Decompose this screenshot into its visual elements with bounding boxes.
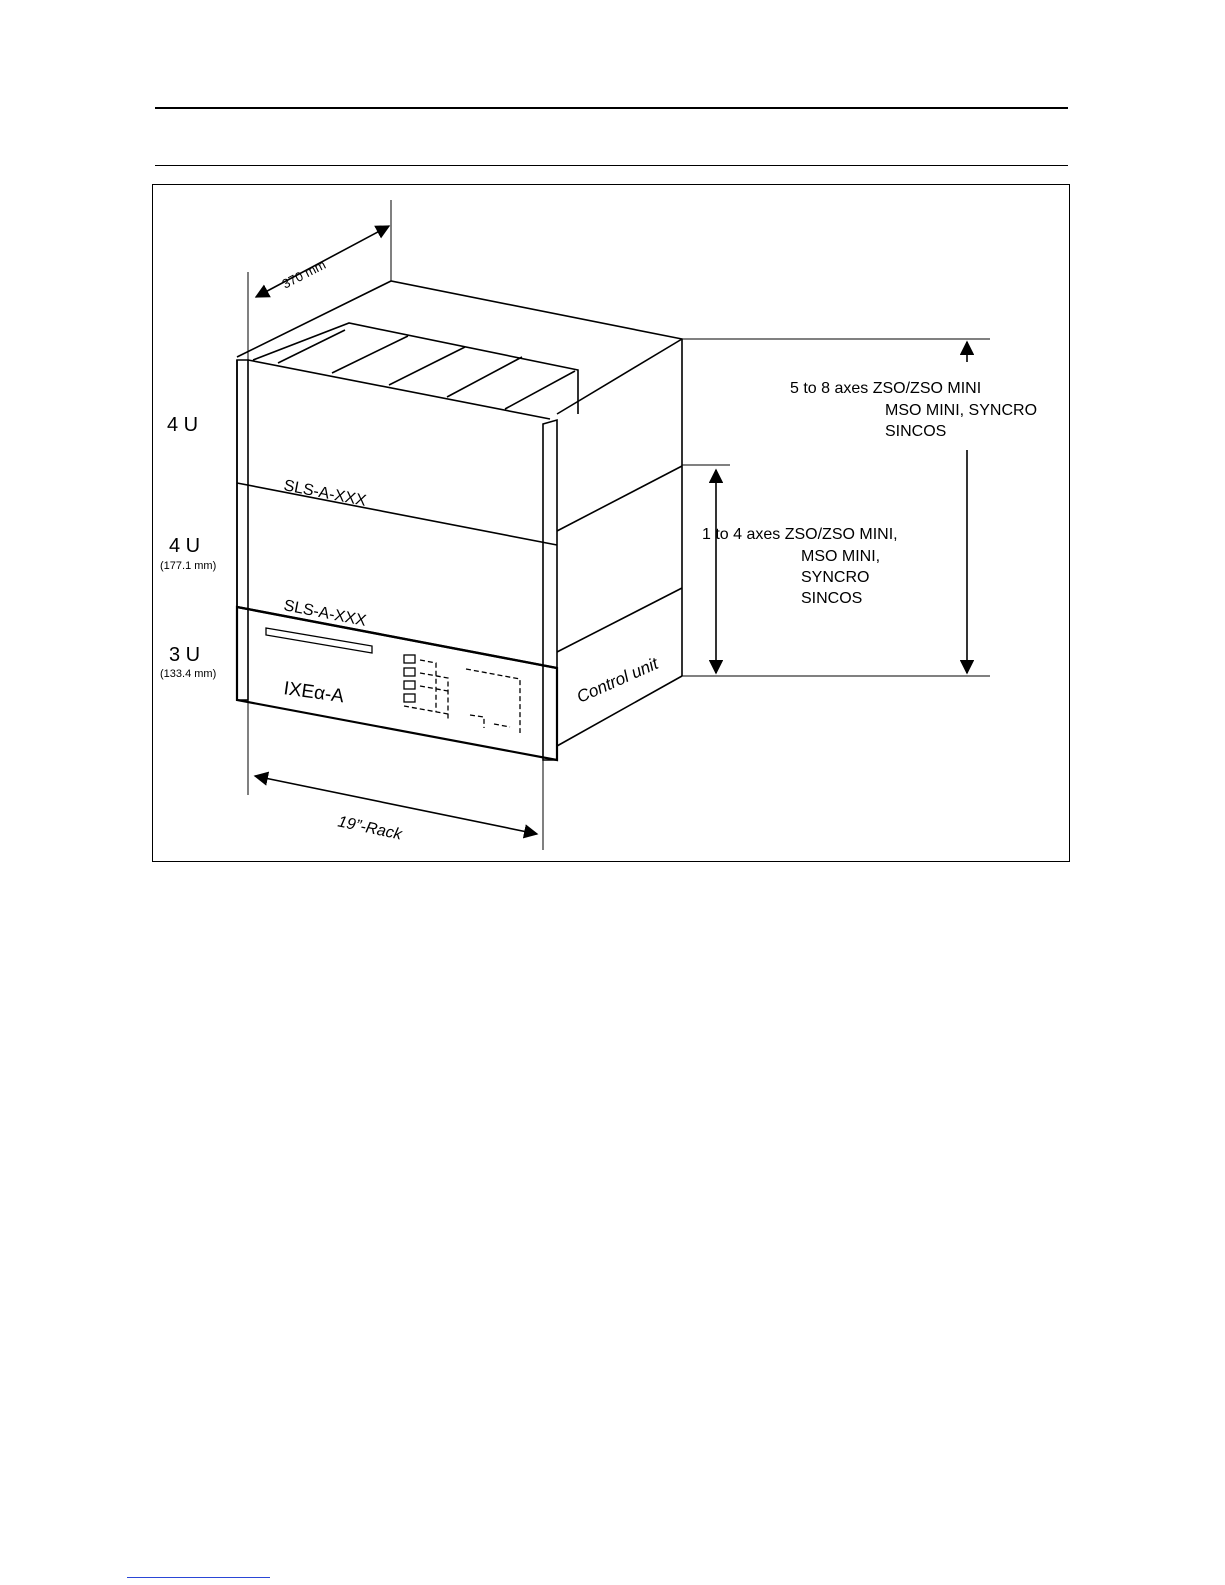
- config-4-axes: [702, 526, 898, 607]
- height-unit-3u: 3 U: [169, 644, 201, 666]
- top-card-slot-3: [389, 347, 465, 385]
- top-cards-outline: [253, 323, 578, 414]
- module-label-upper: SLS-A-XXX: [282, 477, 368, 510]
- panel-key: [404, 668, 415, 676]
- module-label-lower: SLS-A-XXX: [282, 597, 368, 630]
- rack-ear-right: [543, 420, 557, 760]
- height-unit-4u-detail: (177.1 mm): [160, 560, 217, 572]
- config-8-line-3: SINCOS: [885, 423, 947, 440]
- panel-keypad-grid: [404, 660, 520, 733]
- height-unit-4u: 4 U: [169, 535, 201, 557]
- config-8-axes: [790, 380, 1037, 440]
- side-top-edge: [557, 339, 682, 414]
- rack-width-label: 19”-Rack: [336, 813, 404, 844]
- top-card-slot-2: [332, 336, 408, 373]
- panel-display-slot: [266, 628, 372, 653]
- side-divider-lower: [557, 588, 682, 652]
- control-unit-label: Control unit: [573, 653, 662, 707]
- side-divider-upper: [557, 466, 682, 531]
- height-unit-4u-top: 4 U: [167, 414, 199, 436]
- config-8-line-2: MSO MINI, SYNCRO: [885, 402, 1038, 419]
- config-4-line-3: SYNCRO: [801, 569, 870, 586]
- height-unit-3u-detail: (133.4 mm): [160, 668, 217, 680]
- panel-key: [404, 694, 415, 702]
- config-8-line-1: 5 to 8 axes ZSO/ZSO MINI: [790, 380, 982, 397]
- top-card-slot-5: [505, 371, 575, 409]
- config-4-line-2: MSO MINI,: [801, 548, 881, 565]
- config-4-line-4: SINCOS: [801, 590, 863, 607]
- front-panel-label: IXEα-A: [282, 678, 346, 708]
- depth-label: 370 mm: [279, 256, 329, 292]
- panel-key: [404, 655, 415, 663]
- front-top-edge: [248, 360, 550, 419]
- top-card-slot-4: [447, 357, 522, 397]
- rack-ear-left: [237, 360, 248, 700]
- config-4-line-1: 1 to 4 axes ZSO/ZSO MINI,: [702, 526, 898, 543]
- footer-link-rule: [127, 1577, 270, 1578]
- panel-key: [404, 681, 415, 689]
- rack-body: [237, 200, 990, 850]
